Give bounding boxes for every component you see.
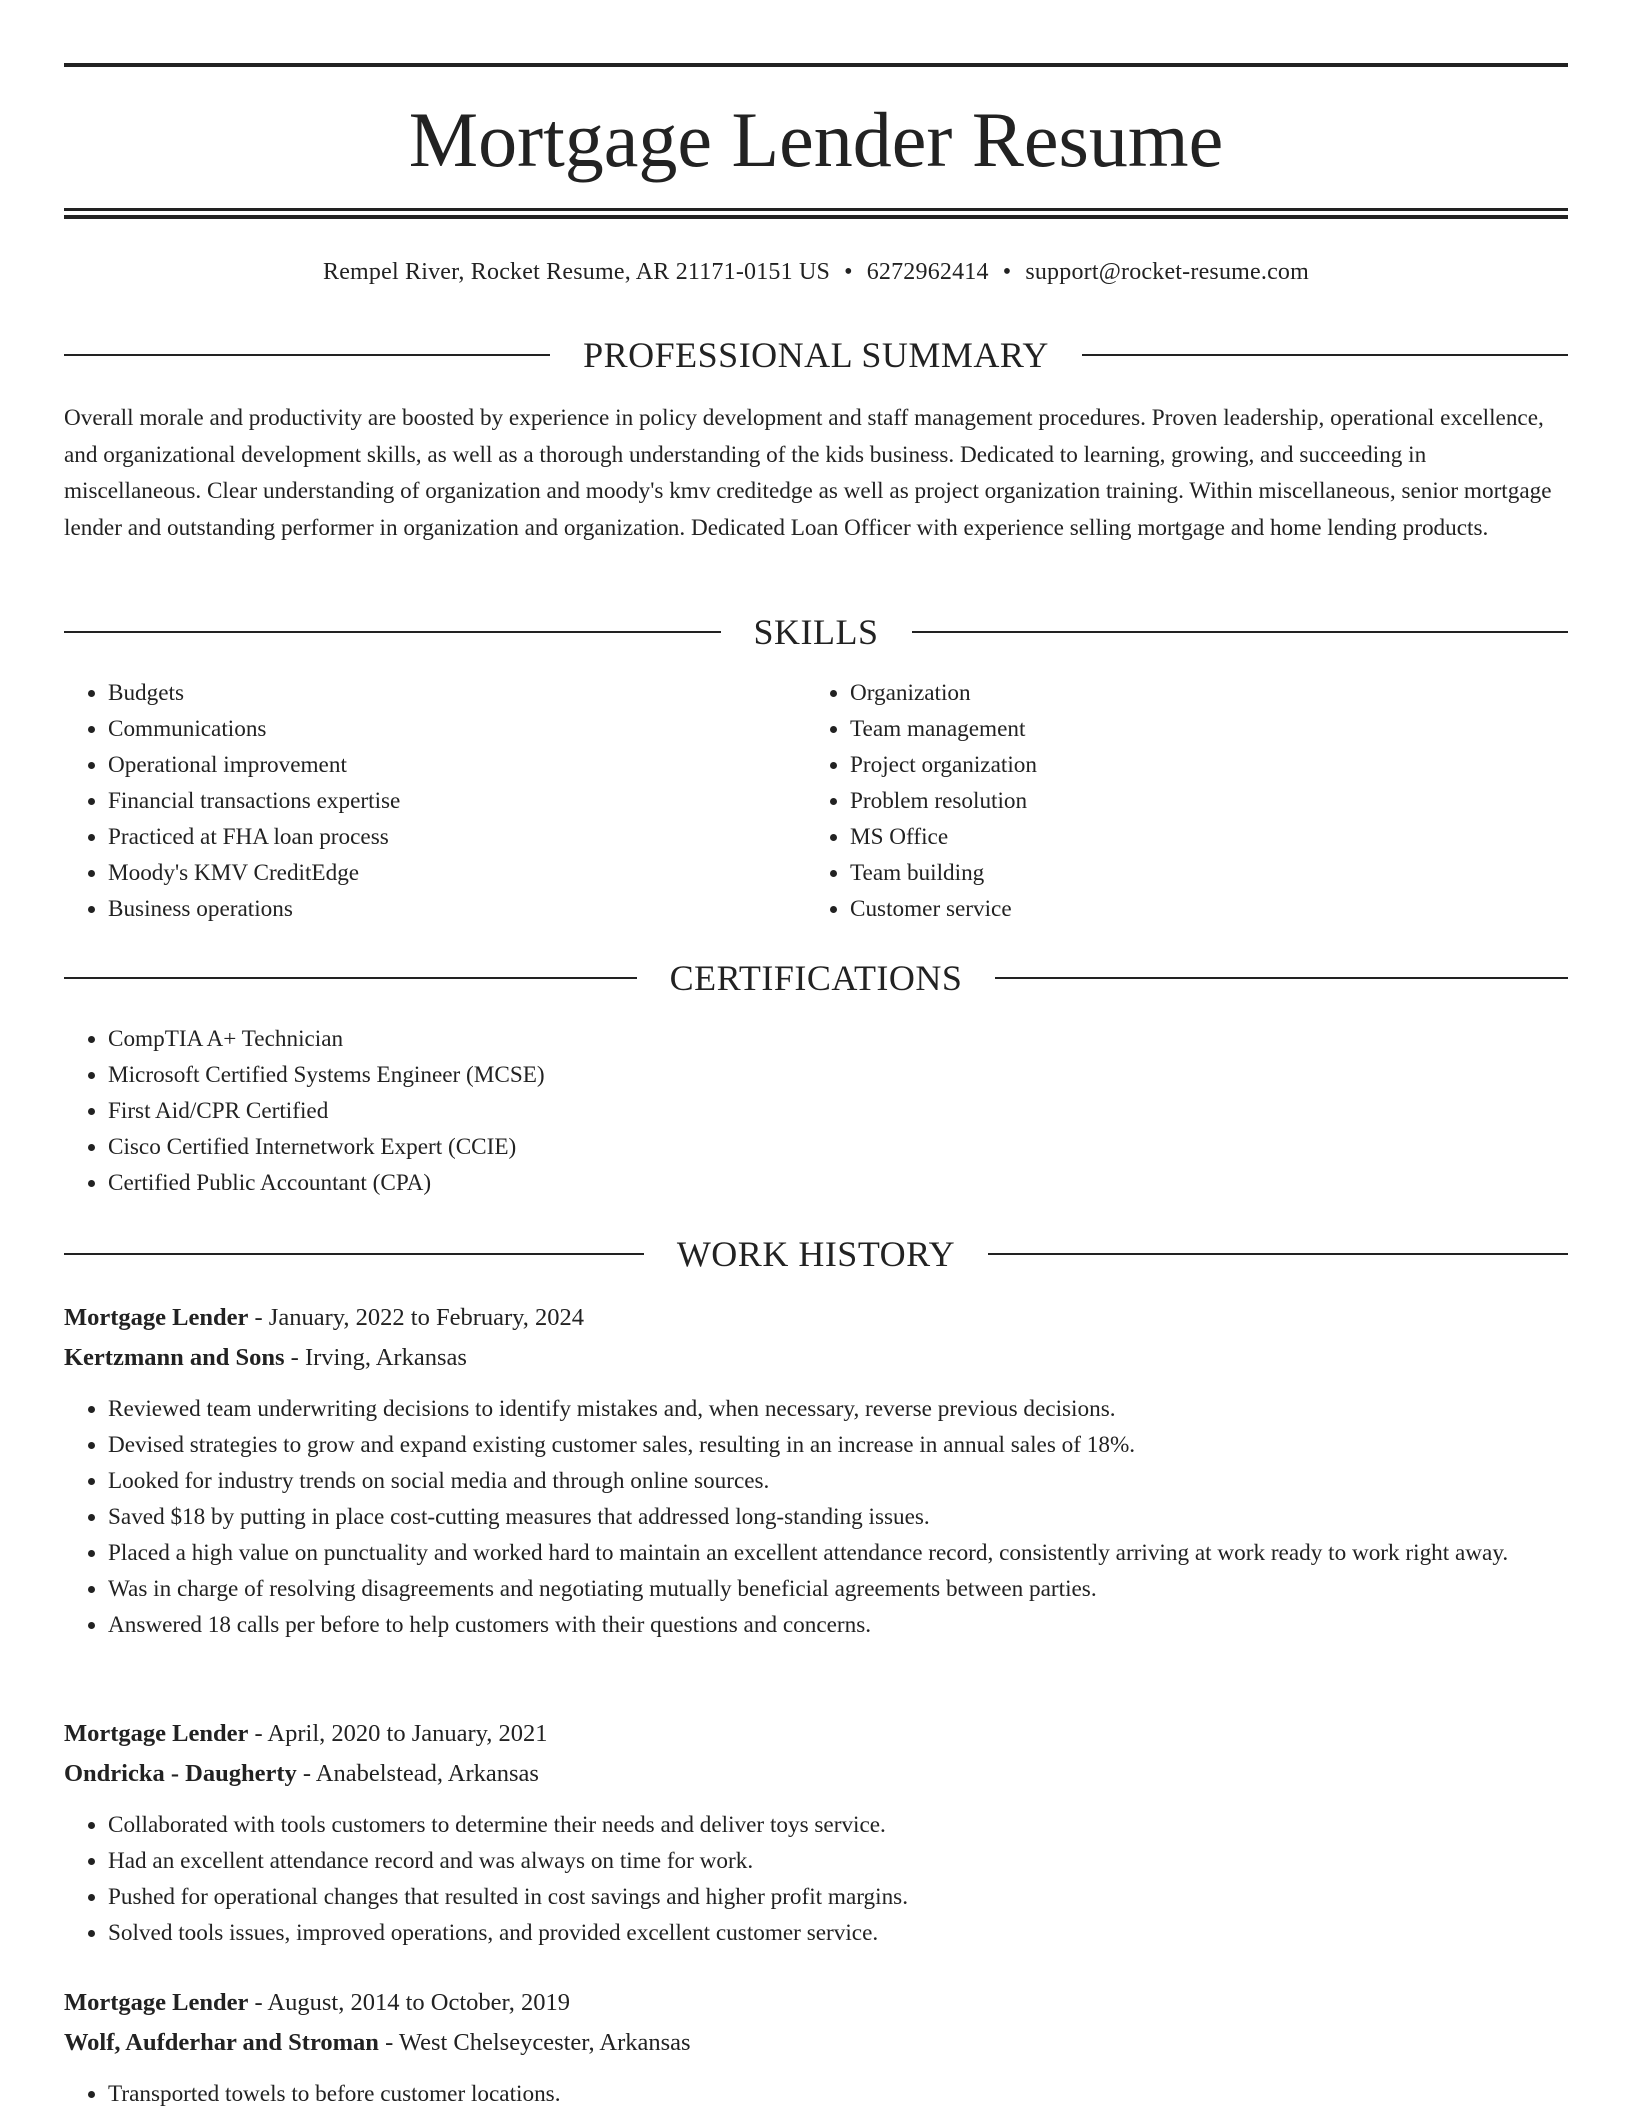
job-duty: • Transported towels to before customer locations. xyxy=(108,2076,1568,2112)
skill-item: • Project organization xyxy=(850,747,1506,783)
heading-rule xyxy=(995,977,1568,979)
skills-heading xyxy=(64,610,1568,654)
job-title: Mortgage Lender xyxy=(64,1989,249,2016)
heading-rule xyxy=(1082,354,1568,356)
skills-list-right xyxy=(806,675,1506,927)
certifications-heading xyxy=(64,956,1568,1000)
job-duty: • Was in charge of resolving disagreements and negotiating mutually beneficial agreements between parties. xyxy=(108,1571,1568,1607)
job-company-line xyxy=(64,1754,1568,1794)
job-location: - Anabelstead, Arkansas xyxy=(296,1760,539,1787)
certification-item: • CompTIA A+ Technician xyxy=(108,1021,1568,1057)
certification-item: • First Aid/CPR Certified xyxy=(108,1093,1568,1129)
job-company: Kertzmann and Sons xyxy=(64,1344,285,1371)
certifications-list xyxy=(64,1021,1568,1201)
skill-item: • MS Office xyxy=(850,819,1506,855)
skill-item: • Customer service xyxy=(850,891,1506,927)
heading-rule xyxy=(64,631,721,633)
job-duty: • Looked for industry trends on social media and through online sources. xyxy=(108,1463,1568,1499)
job-duty: • Pushed for operational changes that resulted in cost savings and higher profit margins. xyxy=(108,1879,1568,1915)
job-title: Mortgage Lender xyxy=(64,1720,249,1747)
contact-email: support@rocket-resume.com xyxy=(1025,259,1309,285)
contact-line xyxy=(64,254,1568,290)
skill-item: • Moody's KMV CreditEdge xyxy=(108,855,764,891)
job-duty: • Placed a high value on punctuality and worked hard to maintain an excellent attendance record, consistently arriving at work ready to work right away. xyxy=(108,1535,1568,1571)
skill-item: • Budgets xyxy=(108,675,764,711)
title-rule-upper xyxy=(64,208,1568,211)
job-duties xyxy=(64,2076,1568,2112)
job-company-line xyxy=(64,1338,1568,1378)
job-entry xyxy=(64,1714,1568,1951)
skills-column-left xyxy=(64,675,764,927)
skill-item: • Operational improvement xyxy=(108,747,764,783)
job-dates: - January, 2022 to February, 2024 xyxy=(248,1304,585,1331)
heading-rule xyxy=(988,1253,1568,1255)
job-role-line xyxy=(64,1298,1568,1338)
job-duties xyxy=(64,1391,1568,1643)
job-duty: • Had an excellent attendance record and was always on time for work. xyxy=(108,1843,1568,1879)
heading-rule xyxy=(64,1253,644,1255)
job-title: Mortgage Lender xyxy=(64,1304,249,1331)
skills-column-right xyxy=(806,675,1506,927)
certification-item: • Certified Public Accountant (CPA) xyxy=(108,1165,1568,1201)
work-history-heading-label: WORK HISTORY xyxy=(676,1234,956,1274)
skill-item: • Practiced at FHA loan process xyxy=(108,819,764,855)
certifications-block xyxy=(64,1021,1568,1201)
skill-item: • Communications xyxy=(108,711,764,747)
job-duty: • Solved tools issues, improved operations, and provided excellent customer service. xyxy=(108,1915,1568,1951)
skill-item: • Team building xyxy=(850,855,1506,891)
summary-text: Overall morale and productivity are boosted by experience in policy development and staff management procedures. Proven leadership, operational excellence, and organizational development skills, as well as a thorough understanding of the kids business. Dedicated to learning, growing, and succeeding in miscellaneous. Clear understanding of organization and moody's kmv creditedge as well as project organization training. Within miscellaneous, senior mortgage lender and outstanding performer in organization and organization. Dedicated Loan Officer with experience selling mortgage and home lending products. xyxy=(64,405,1552,541)
skill-item: • Business operations xyxy=(108,891,764,927)
contact-separator: • xyxy=(1002,259,1012,285)
top-rule xyxy=(64,63,1568,67)
job-duties xyxy=(64,1807,1568,1951)
job-duty: • Devised strategies to grow and expand existing customer sales, resulting in an increase in annual sales of 18%. xyxy=(108,1427,1568,1463)
job-company: Wolf, Aufderhar and Stroman xyxy=(64,2029,379,2056)
certification-item: • Microsoft Certified Systems Engineer (MCSE) xyxy=(108,1057,1568,1093)
skills-heading-label: SKILLS xyxy=(753,612,879,652)
job-dates: - August, 2014 to October, 2019 xyxy=(248,1989,570,2016)
job-location: - West Chelseycester, Arkansas xyxy=(378,2029,691,2056)
certification-item: • Cisco Certified Internetwork Expert (CCIE) xyxy=(108,1129,1568,1165)
heading-rule xyxy=(64,977,637,979)
contact-separator: • xyxy=(844,259,853,285)
job-entry xyxy=(64,1298,1568,1643)
job-role-line xyxy=(64,1714,1568,1754)
heading-rule xyxy=(912,631,1569,633)
job-duty: • Collaborated with tools customers to determine their needs and deliver toys service. xyxy=(108,1807,1568,1843)
skills-list-left xyxy=(64,675,764,927)
job-duty: • Answered 18 calls per before to help customers with their questions and concerns. xyxy=(108,1607,1568,1643)
skill-item: • Organization xyxy=(850,675,1506,711)
skill-item: • Problem resolution xyxy=(850,783,1506,819)
job-entry xyxy=(64,1983,1568,2112)
heading-rule xyxy=(64,354,550,356)
job-role-line xyxy=(64,1983,1568,2023)
skill-item: • Financial transactions expertise xyxy=(108,783,764,819)
title-rule-lower xyxy=(64,215,1568,219)
summary-heading-label: PROFESSIONAL SUMMARY xyxy=(583,335,1049,375)
work-history-heading xyxy=(64,1232,1568,1276)
contact-phone: 6272962414 xyxy=(866,259,989,285)
skill-item: • Team management xyxy=(850,711,1506,747)
job-duty: • Saved $18 by putting in place cost-cutting measures that addressed long-standing issues. xyxy=(108,1499,1568,1535)
job-duty: • Reviewed team underwriting decisions to identify mistakes and, when necessary, reverse previous decisions. xyxy=(108,1391,1568,1427)
job-location: - Irving, Arkansas xyxy=(284,1344,467,1371)
page-title: Mortgage Lender Resume xyxy=(408,96,1224,183)
summary-heading xyxy=(64,333,1568,377)
job-company: Ondricka - Daugherty xyxy=(64,1760,297,1787)
job-company-line xyxy=(64,2023,1568,2063)
job-dates: - April, 2020 to January, 2021 xyxy=(248,1720,548,1747)
contact-address: Rempel River, Rocket Resume, AR 21171-0151 US xyxy=(322,259,831,285)
certifications-heading-label: CERTIFICATIONS xyxy=(669,958,963,998)
